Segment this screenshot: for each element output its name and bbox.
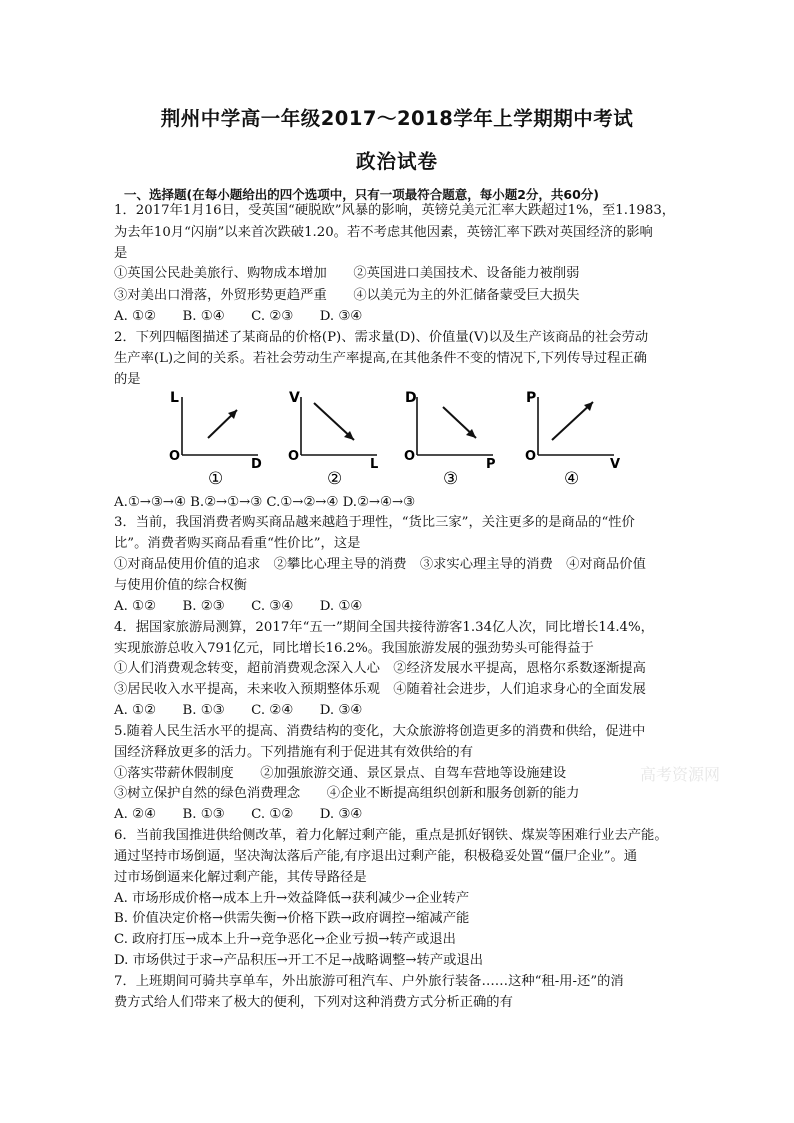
text-line: 是: [114, 246, 128, 261]
y-axis-label: L: [170, 390, 179, 406]
origin-label: O: [169, 449, 181, 464]
graph-number: ①: [208, 469, 224, 485]
text-line: 实现旅游总收入791亿元，同比增长16.2%。我国旅游发展的强劲势头可能得益于: [114, 641, 594, 656]
text-line: 4．据国家旅游局测算，2017年“五一”期间全国共接待游客1.34亿人次，同比增长14.4%，: [114, 620, 654, 635]
graph-2: [287, 385, 387, 485]
answer-options: A. ①② B. ①④ C. ②③ D. ③④: [114, 309, 363, 324]
text-line: 为去年10月“闪崩”以来首次跌破1.20。若不考虑其他因素，英镑汇率下跌对英国经济的影响: [114, 225, 653, 240]
graph-4: [524, 385, 624, 485]
exam-subtitle: 政治试卷: [355, 150, 438, 173]
x-axis-label: D: [251, 457, 262, 472]
text-line: 的是: [114, 372, 141, 387]
option-line: A. 市场形成价格→成本上升→效益降低→获利减少→企业转产: [114, 891, 470, 906]
text-line: ①人们消费观念转变，超前消费观念深入人心 ②经济发展水平提高，恩格尔系数逐渐提高: [114, 661, 646, 676]
option-line: B. 价值决定价格→供需失衡→价格下跌→政府调控→缩减产能: [114, 911, 470, 926]
graph-number: ④: [564, 469, 580, 485]
exam-title: 荆州中学高一年级2017～2018学年上学期期中考试: [160, 107, 634, 130]
section-heading: 一、选择题(在每小题给出的四个选项中，只有一项最符合题意，每小题2分，共60分): [124, 187, 600, 202]
text-line: 6．当前我国推进供给侧改革，着力化解过剩产能，重点是抓好钢铁、煤炭等困难行业去产能。: [114, 828, 668, 843]
origin-label: O: [525, 449, 537, 464]
text-line: ①对商品使用价值的追求 ②攀比心理主导的消费 ③求实心理主导的消费 ④对商品价值: [114, 557, 646, 572]
answer-options: A. ①② B. ①③ C. ②④ D. ③④: [114, 703, 363, 718]
answer-options: A. ②④ B. ①③ C. ①② D. ③④: [114, 807, 363, 822]
text-line: ①落实带薪休假制度 ②加强旅游交通、景区景点、自驾车营地等设施建设: [114, 766, 567, 781]
option-line: C. 政府打压→成本上升→竞争恶化→企业亏损→转产或退出: [114, 932, 456, 947]
text-line: 费方式给人们带来了极大的便利，下列对这种消费方式分析正确的有: [114, 995, 513, 1010]
text-line: 3．当前，我国消费者购买商品越来越趋于理性，“货比三家”，关注更多的是商品的“性价: [114, 515, 635, 530]
text-line: 与使用价值的综合权衡: [114, 578, 247, 593]
graph-number: ②: [327, 469, 343, 485]
origin-label: O: [288, 449, 300, 464]
watermark: 高考资源网: [640, 765, 721, 784]
y-axis-label: V: [289, 390, 300, 406]
text-line: ③树立保护自然的绿色消费理念 ④企业不断提高组织创新和服务创新的能力: [114, 786, 580, 801]
graph-3: [403, 385, 503, 485]
origin-label: O: [404, 449, 416, 464]
text-line: 5.随着人民生活水平的提高、消费结构的变化，大众旅游将创造更多的消费和供给，促进中: [114, 724, 646, 739]
text-line: 1．2017年1月16日，受英国“硬脱欧”风暴的影响，英镑兑美元汇率大跌超过1%，至1.1983，: [114, 203, 676, 218]
y-axis-label: P: [526, 390, 537, 406]
y-axis-label: D: [405, 390, 417, 406]
graph-1: [168, 385, 268, 485]
text-line: 生产率(L)之间的关系。若社会劳动生产率提高,在其他条件不变的情况下,下列传导过程正确: [114, 351, 647, 366]
answer-options: A. ①② B. ②③ C. ③④ D. ①④: [114, 599, 363, 614]
graph-number: ③: [443, 469, 459, 485]
answer-options: A.①→③→④ B.②→①→③ C.①→②→④ D.②→④→③: [114, 495, 416, 510]
text-line: ③居民收入水平提高，未来收入预期整体乐观 ④随着社会进步，人们追求身心的全面发展: [114, 682, 646, 697]
text-line: 国经济释放更多的活力。下列措施有利于促进其有效供给的有: [114, 745, 474, 760]
x-axis-label: L: [370, 457, 379, 472]
text-line: 通过坚持市场倒逼，坚决淘汰落后产能,有序退出过剩产能，积极稳妥处置“僵尸企业”。通: [114, 849, 638, 864]
text-line: ①英国公民赴美旅行、购物成本增加 ②英国进口美国技术、设备能力被削弱: [114, 266, 580, 281]
x-axis-label: P: [486, 457, 496, 472]
option-line: D. 市场供过于求→产品积压→开工不足→战略调整→转产或退出: [114, 953, 484, 968]
text-line: 过市场倒逼来化解过剩产能，其传导路径是: [114, 870, 367, 885]
text-line: 比”。消费者购买商品看重“性价比”，这是: [114, 536, 361, 551]
text-line: 2．下列四幅图描述了某商品的价格(P)、需求量(D)、价值量(V)以及生产该商品的社会劳动: [114, 330, 649, 345]
x-axis-label: V: [610, 457, 621, 472]
text-line: 7．上班期间可骑共享单车，外出旅游可租汽车、户外旅行装备……这种“租-用-还”的消: [114, 974, 624, 989]
text-line: ③对美出口滑落，外贸形势更趋严重 ④以美元为主的外汇储备蒙受巨大损失: [114, 288, 580, 303]
